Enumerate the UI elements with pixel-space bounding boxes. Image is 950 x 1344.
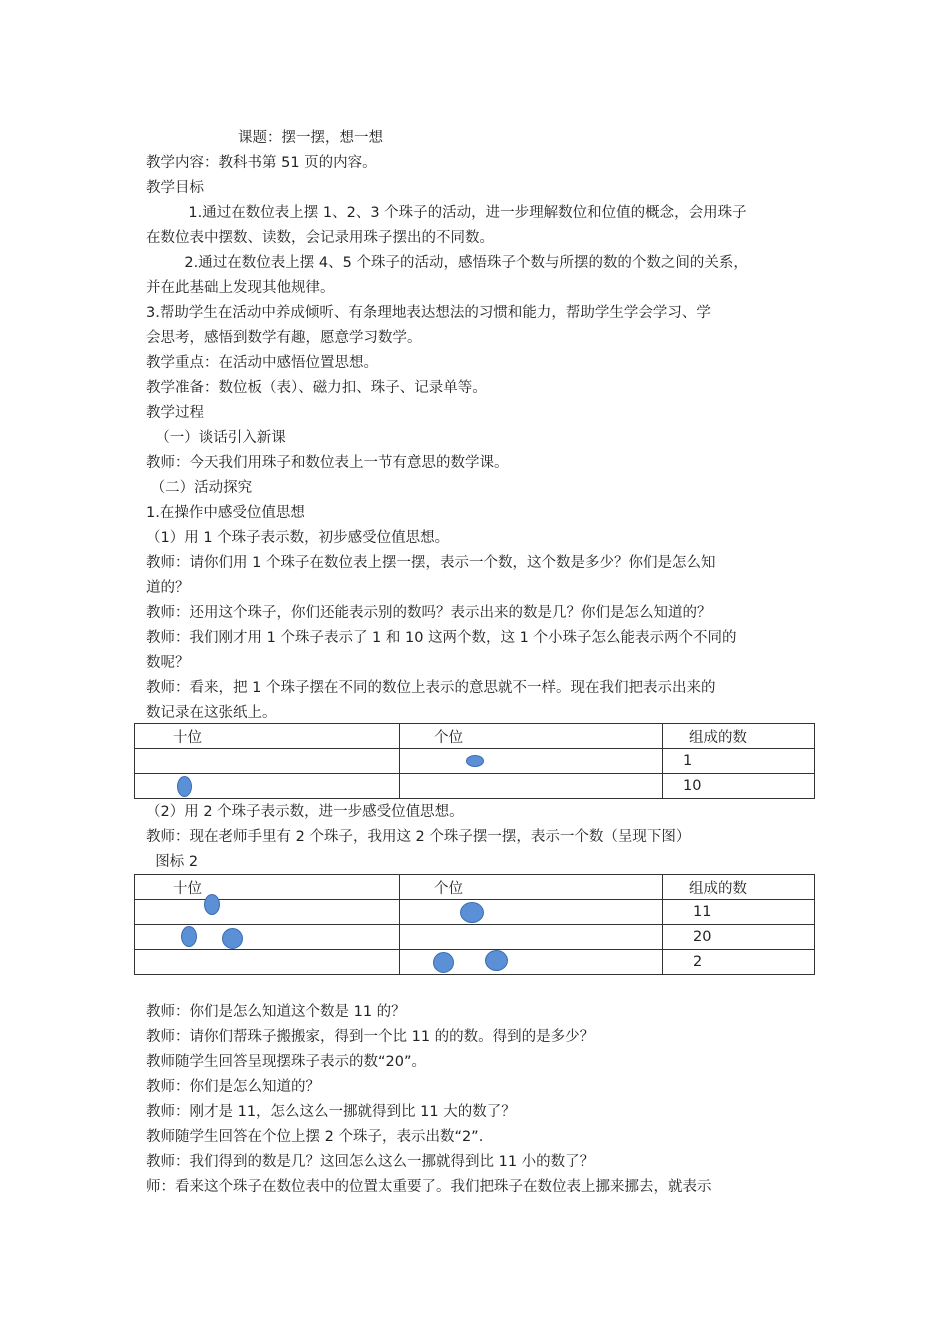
text-line: 教师：请你们用 1 个珠子在数位表上摆一摆，表示一个数，这个数是多少？你们是怎么知 xyxy=(146,555,716,571)
text-line: 道的？ xyxy=(146,580,190,596)
number-cell: 1 xyxy=(663,749,815,774)
table-row xyxy=(135,925,815,950)
text-line: 并在此基础上发现其他规律。 xyxy=(146,280,335,296)
text-line: 会思考，感悟到数学有趣，愿意学习数学。 xyxy=(146,330,422,346)
ones-cell xyxy=(400,900,663,925)
tens-cell xyxy=(135,925,400,950)
section-heading: （一）谈话引入新课 xyxy=(146,430,286,446)
place-value-table-2 xyxy=(134,874,815,975)
bead xyxy=(204,894,220,915)
place-value-table-1 xyxy=(134,723,815,799)
text-line: 教师：你们是怎么知道这个数是 11 的？ xyxy=(146,1004,406,1020)
header-tens: 十位 xyxy=(135,724,400,749)
text-line: 1.通过在数位表上摆 1、2、3 个珠子的活动，进一步理解数位和位值的概念，会用珠子 xyxy=(170,205,747,221)
section-heading: 教学过程 xyxy=(146,405,204,421)
text-line: 在数位表中摆数、读数，会记录用珠子摆出的不同数。 xyxy=(146,230,494,246)
number-cell: 2 xyxy=(663,950,815,975)
text-line: 教师：现在老师手里有 2 个珠子，我用这 2 个珠子摆一摆，表示一个数（呈现下图） xyxy=(146,829,691,845)
text-line: 教师随学生回答呈现摆珠子表示的数“20”。 xyxy=(146,1054,426,1070)
table-row xyxy=(135,774,815,799)
text-line: 教师：你们是怎么知道的？ xyxy=(146,1079,320,1095)
text-line: 教师：请你们帮珠子搬搬家，得到一个比 11 的的数。得到的是多少？ xyxy=(146,1029,595,1045)
bead xyxy=(181,926,197,947)
ones-cell xyxy=(400,774,663,799)
bead xyxy=(485,950,508,971)
text-line: 数记录在这张纸上。 xyxy=(146,705,277,721)
text-line: 教师：我们得到的数是几？这回怎么这么一挪就得到比 11 小的数了？ xyxy=(146,1154,595,1170)
table-header-row xyxy=(135,724,815,749)
text-line: 教学内容：教科书第 51 页的内容。 xyxy=(146,155,377,171)
bead xyxy=(433,952,454,973)
text-line: （1）用 1 个珠子表示数，初步感受位值思想。 xyxy=(146,530,450,546)
table-header-row xyxy=(135,875,815,900)
ones-cell xyxy=(400,749,663,774)
text-line: 教师：还用这个珠子，你们还能表示别的数吗？表示出来的数是几？你们是怎么知道的？ xyxy=(146,605,712,621)
text-line: 1.在操作中感受位值思想 xyxy=(146,505,305,521)
bead xyxy=(460,902,484,923)
text-line: 教学准备：数位板（表）、磁力扣、珠子、记录单等。 xyxy=(146,380,487,396)
number-cell: 20 xyxy=(663,925,815,950)
header-ones: 个位 xyxy=(400,724,663,749)
text-line: 3.帮助学生在活动中养成倾听、有条理地表达想法的习惯和能力，帮助学生学会学习、学 xyxy=(146,305,711,321)
lesson-title: 课题：摆一摆，想一想 xyxy=(238,130,383,146)
header-tens: 十位 xyxy=(135,875,400,900)
number-cell: 10 xyxy=(663,774,815,799)
text-line: 教师：刚才是 11，怎么这么一挪就得到比 11 大的数了？ xyxy=(146,1104,516,1120)
text-line: 教师随学生回答在个位上摆 2 个珠子，表示出数“2”. xyxy=(146,1129,484,1145)
section-heading: （二）活动探究 xyxy=(146,480,253,496)
tens-cell xyxy=(135,900,400,925)
text-line: 2.通过在数位表上摆 4、5 个珠子的活动，感悟珠子个数与所摆的数的个数之间的关系， xyxy=(166,255,748,271)
section-heading: 教学目标 xyxy=(146,180,204,196)
tens-cell xyxy=(135,774,400,799)
text-line: 教师：今天我们用珠子和数位表上一节有意思的数学课。 xyxy=(146,455,509,471)
bead xyxy=(177,776,192,797)
header-number: 组成的数 xyxy=(663,875,815,900)
header-ones: 个位 xyxy=(400,875,663,900)
bead xyxy=(222,928,243,949)
text-line: 教师：我们刚才用 1 个珠子表示了 1 和 10 这两个数，这 1 个小珠子怎么能表示两个不同的 xyxy=(146,630,737,646)
table-row xyxy=(135,749,815,774)
text-line: （2）用 2 个珠子表示数，进一步感受位值思想。 xyxy=(146,804,464,820)
text-line: 师：看来这个珠子在数位表中的位置太重要了。我们把珠子在数位表上挪来挪去，就表示 xyxy=(146,1179,712,1195)
ones-cell xyxy=(400,925,663,950)
table-row xyxy=(135,900,815,925)
header-number: 组成的数 xyxy=(663,724,815,749)
ones-cell xyxy=(400,950,663,975)
figure-caption: 图标 2 xyxy=(146,854,199,870)
text-line: 教学重点：在活动中感悟位置思想。 xyxy=(146,355,378,371)
text-line: 数呢？ xyxy=(146,655,190,671)
bead xyxy=(466,755,484,767)
table-row xyxy=(135,950,815,975)
tens-cell xyxy=(135,950,400,975)
number-cell: 11 xyxy=(663,900,815,925)
text-line: 教师：看来，把 1 个珠子摆在不同的数位上表示的意思就不一样。现在我们把表示出来的 xyxy=(146,680,716,696)
tens-cell xyxy=(135,749,400,774)
